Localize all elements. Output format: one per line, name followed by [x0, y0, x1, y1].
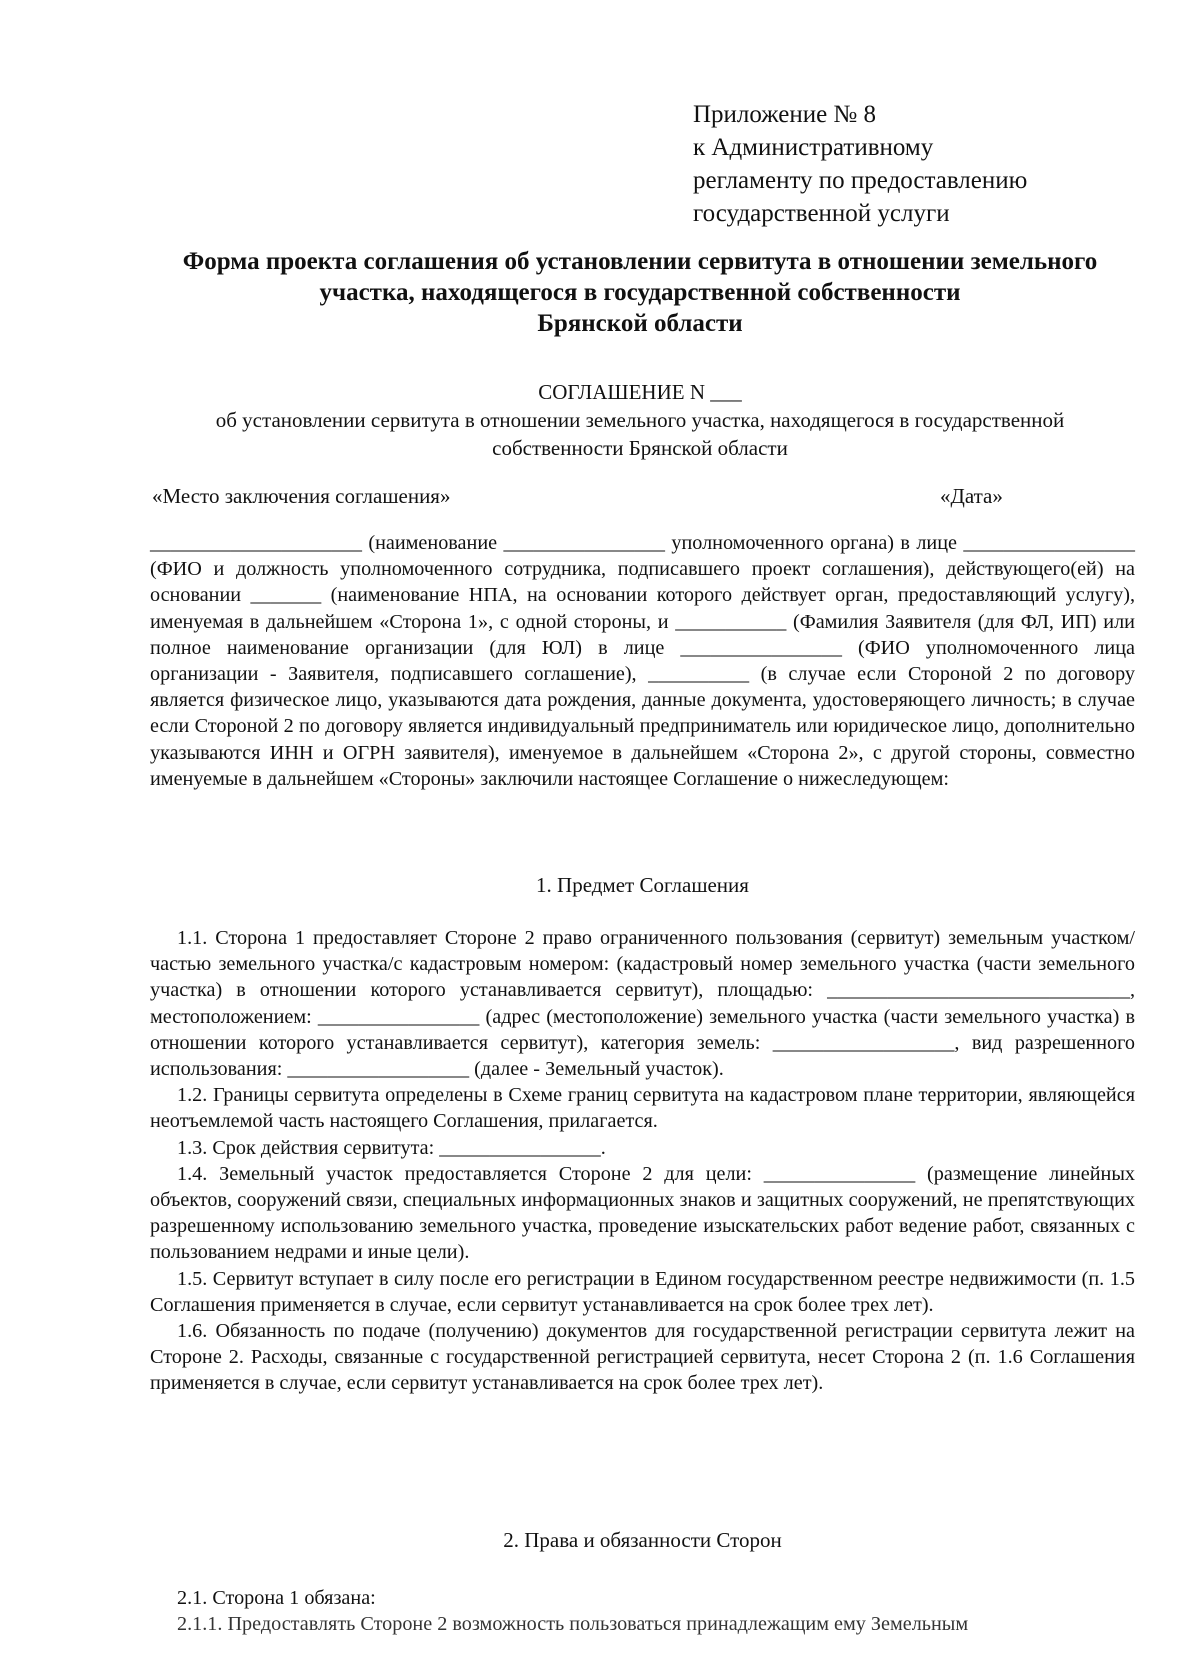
form-title [140, 246, 1140, 339]
clause-2-1: 2.1. Сторона 1 обязана: [177, 1587, 376, 1609]
agreement-subtitle: собственности Брянской области [492, 436, 788, 460]
appendix-reference [693, 98, 1153, 230]
intro-paragraph [150, 530, 1135, 792]
form-title-line: Брянской области [537, 310, 743, 337]
agreement-title [140, 378, 1140, 462]
appendix-line: к Административному [693, 134, 934, 161]
section-1-body [150, 925, 1135, 1397]
place-of-agreement: «Место заключения соглашения» [152, 484, 451, 508]
clause-1-2: 1.2. Границы сервитута определены в Схеме границ сервитута на кадастровом плане территории, являющейся неотъемлемой часть настоящего Соглашения, прилагается. [150, 1084, 1135, 1133]
section-2-body [150, 1585, 1135, 1637]
section-heading: 1. Предмет Соглашения [536, 873, 749, 897]
clause-1-3: 1.3. Срок действия сервитута: ________________. [177, 1136, 606, 1159]
clause-1-4: 1.4. Земельный участок предоставляется Стороне 2 для цели: _______________ (размещение линейных объектов, сооружений связи, специальных информационных знаков и защитных сооружений, не препятствующих разрешенному использованию земельного участка, проведение изыскательских работ ведение работ, связанных с пользованием недрами и иные цели). [150, 1162, 1135, 1264]
clause-1-6: 1.6. Обязанность по подаче (получению) документов для государственной регистрации сервитута лежит на Стороне 2. Расходы, связанные с государственной регистрацией сервитута, несет Сторона 2 (п. 1.6 Соглашения применяется в случае, если сервитут устанавливается на срок более трех лет). [150, 1320, 1135, 1395]
form-title-line: участка, находящегося в государственной собственности [319, 279, 961, 306]
appendix-line: Приложение № 8 [693, 101, 877, 128]
agreement-date: «Дата» [940, 484, 1003, 508]
section-heading: 2. Права и обязанности Сторон [503, 1528, 782, 1552]
appendix-line: регламенту по предоставлению [693, 167, 1028, 194]
clause-1-5: 1.5. Сервитут вступает в силу после его регистрации в Едином государственном реестре недвижимости (п. 1.5 Соглашения применяется в случае, если сервитут устанавливается на срок более трех лет). [150, 1267, 1135, 1316]
agreement-subtitle: об установлении сервитута в отношении земельного участка, находящегося в государственной [215, 408, 1065, 432]
intro-text: _____________________ (наименование ________________ уполномоченного органа) в лице _________________ (ФИО и должность уполномоченного сотрудника, подписавшего проект соглашения), действующего(ей) на основании _______ (наименование НПА, на основании которого действует орган, предоставляющий услугу), именуемая в дальнейшем «Сторона 1», с одной стороны, и ___________ (Фамилия Заявителя (для ФЛ, ИП) или полное наименование организации (для ЮЛ) в лице ________________ (ФИО уполномоченного лица организации - Заявителя, подписавшего соглашение), __________ (в случае если Стороной 2 по договору является физическое лицо, указываются дата рождения, данные документа, удостоверяющего личность; в случае если Стороной 2 по договору является индивидуальный предприниматель или юридическое лицо, дополнительно указываются ИНН и ОГРН заявителя), именуемое в дальнейшем «Сторона 2», с другой стороны, совместно именуемые в дальнейшем «Стороны» заключили настоящее Соглашение о нижеследующем: [150, 532, 1135, 790]
clause-1-1: 1.1. Сторона 1 предоставляет Стороне 2 право ограниченного пользования (сервитут) земельным участком/частью земельного участка/с кадастровым номером: (кадастровый номер земельного участка (части земельного участка) в отношении которого устанавливается сервитут), площадью: ______________________________, местоположением: ________________ (адрес (местоположение) земельного участка (части земельного участка) в отношении которого устанавливается сервитут), категория земель: __________________, вид разрешенного использования: __________________ (далее - Земельный участок). [150, 927, 1135, 1081]
agreement-heading: СОГЛАШЕНИЕ N ___ [538, 380, 742, 404]
clause-2-1-1: 2.1.1. Предоставлять Стороне 2 возможность пользоваться принадлежащим ему Земельным [177, 1613, 969, 1636]
form-title-line: Форма проекта соглашения об установлении сервитута в отношении земельного [182, 248, 1098, 275]
appendix-line: государственной услуги [693, 200, 950, 227]
